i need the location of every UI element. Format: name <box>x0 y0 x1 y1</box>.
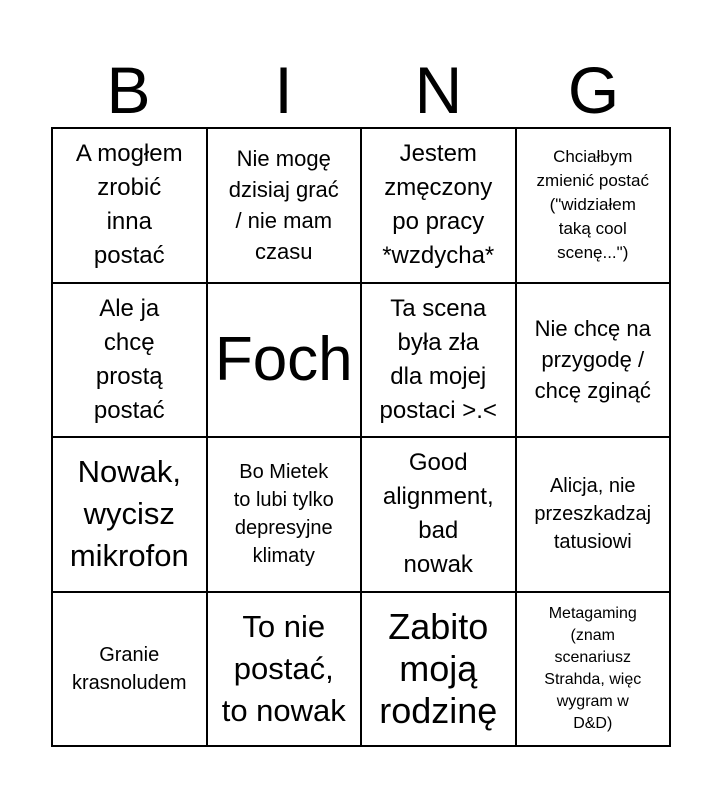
cell-text: Chciałbym zmienić postać ("widziałem taką cool scenę...") <box>536 147 649 263</box>
header-letter-b: B <box>106 53 151 127</box>
bingo-cell-r2-c1[interactable] <box>53 284 208 439</box>
bingo-cell-r1-c2[interactable] <box>208 129 363 284</box>
header-letter-g: G <box>567 53 620 127</box>
cell-text: Alicja, nie przeszkadzaj tatusiowi <box>534 475 652 554</box>
bingo-cell-r2-c4[interactable] <box>517 284 672 439</box>
bingo-cell-r1-c4[interactable] <box>517 129 672 284</box>
header-letter-n: N <box>414 53 463 127</box>
cell-text: Ta scena była zła dla mojej postaci >.< <box>379 294 497 424</box>
cell-text: To nie postać, to nowak <box>221 608 346 728</box>
bingo-cell-r3-c3[interactable] <box>362 438 517 593</box>
bingo-cell-r4-c4[interactable] <box>517 593 672 748</box>
bingo-cell-r4-c2[interactable] <box>208 593 363 748</box>
cell-text: Nie chcę na przygodę / chcę zginąć <box>534 316 651 404</box>
cell-text: Nowak, wycisz mikrofon <box>69 454 189 574</box>
bingo-cell-r2-c2-free[interactable] <box>208 284 363 439</box>
cell-text: Good alignment, bad nowak <box>382 449 494 579</box>
bingo-header <box>51 52 671 128</box>
bingo-cell-r1-c1[interactable] <box>53 129 208 284</box>
bingo-cell-r4-c3[interactable] <box>362 593 517 748</box>
bingo-cell-r3-c4[interactable] <box>517 438 672 593</box>
cell-text: Ale ja chcę prostą postać <box>93 294 165 424</box>
cell-text: Jestem zmęczony po pracy *wzdycha* <box>382 140 495 270</box>
bingo-cell-r2-c3[interactable] <box>362 284 517 439</box>
cell-text: Metagaming (znam scenariusz Strahda, więc wygram w D&D) <box>544 604 642 732</box>
cell-text: Foch <box>214 324 353 394</box>
bingo-cell-r3-c1[interactable] <box>53 438 208 593</box>
bingo-cell-r1-c3[interactable] <box>362 129 517 284</box>
cell-text: Bo Mietek to lubi tylko depresyjne klimaty <box>233 461 334 568</box>
cell-text: A mogłem zrobić inna postać <box>75 140 183 270</box>
bingo-cell-r4-c1[interactable] <box>53 593 208 748</box>
cell-text: Granie krasnoludem <box>71 643 187 694</box>
cell-text: Zabito moją rodzinę <box>379 605 498 731</box>
bingo-grid <box>51 127 671 747</box>
cell-text: Nie mogę dzisiaj grać / nie mam czasu <box>228 146 339 265</box>
bingo-cell-r3-c2[interactable] <box>208 438 363 593</box>
header-letter-i: I <box>274 53 293 127</box>
